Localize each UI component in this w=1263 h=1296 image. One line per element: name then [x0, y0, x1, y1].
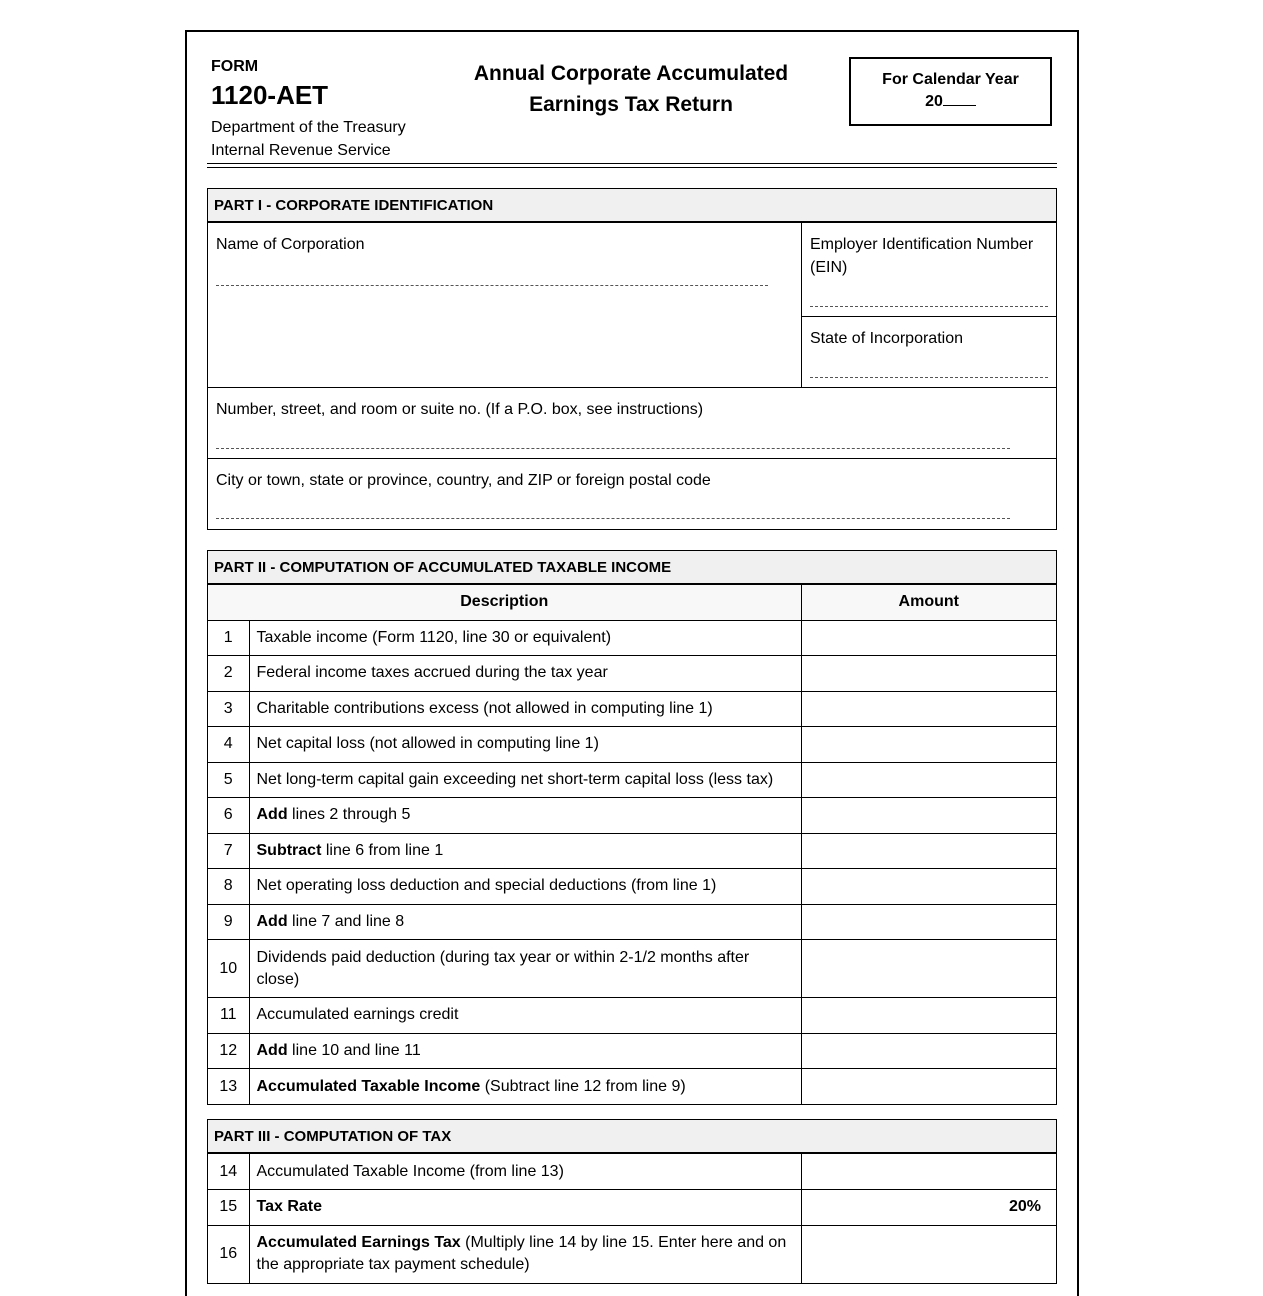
line-number: 12 [208, 1033, 249, 1069]
line-amount-field[interactable] [801, 727, 1056, 763]
line-amount-field[interactable] [801, 762, 1056, 798]
calendar-year-prefix: 20 [925, 93, 943, 110]
line-number: 15 [208, 1190, 249, 1226]
corp-name-label: Name of Corporation [216, 236, 365, 253]
line-amount-field[interactable] [801, 1069, 1056, 1105]
part1-section [207, 188, 1057, 530]
line-row-15 [208, 1190, 1056, 1226]
line-description-emphasis: Add [256, 912, 288, 930]
street-field[interactable] [216, 448, 1010, 449]
line-description-emphasis: Subtract [256, 841, 322, 859]
line-description: Accumulated Earnings Tax (Multiply line 14 by line 15. Enter here and on the appropriate tax payment schedule) [249, 1225, 801, 1283]
dept-line-2: Internal Revenue Service [211, 142, 391, 159]
part2-section [207, 550, 1057, 1105]
line-number: 7 [208, 833, 249, 869]
line-amount-field[interactable] [801, 998, 1056, 1034]
line-description: Charitable contributions excess (not allowed in computing line 1) [249, 691, 801, 727]
line-row-11 [208, 998, 1056, 1034]
ein-label: Employer Identification Number (EIN) [810, 236, 1034, 276]
line-number: 3 [208, 691, 249, 727]
agency-name [211, 116, 406, 162]
header-rule [207, 163, 1057, 168]
calendar-year-input[interactable] [943, 92, 976, 106]
line-description: Dividends paid deduction (during tax year or within 2-1/2 months after close) [249, 940, 801, 998]
col-amount-header: Amount [801, 585, 1056, 620]
line-description [249, 1190, 801, 1226]
col-description-header: Description [208, 585, 801, 620]
part3-section [207, 1119, 1057, 1284]
street-label: Number, street, and room or suite no. (If a P.O. box, see instructions) [216, 401, 704, 418]
line-description: Subtract line 6 from line 1 [249, 833, 801, 869]
line-amount-field[interactable] [801, 904, 1056, 940]
line-row-1 [208, 620, 1056, 656]
line-amount-field[interactable] [801, 656, 1056, 692]
line-number: 1 [208, 620, 249, 656]
line-description: Net operating loss deduction and special deductions (from line 1) [249, 869, 801, 905]
form-title [430, 58, 832, 120]
state-field[interactable] [810, 377, 1048, 378]
line-description: Accumulated earnings credit [249, 998, 801, 1034]
line-amount-field[interactable] [801, 833, 1056, 869]
line-description: Accumulated Taxable Income (from line 13) [249, 1154, 801, 1190]
line-row-12 [208, 1033, 1056, 1069]
line-description: Net long-term capital gain exceeding net short-term capital loss (less tax) [249, 762, 801, 798]
line-description: Add line 10 and line 11 [249, 1033, 801, 1069]
line-amount-field[interactable] [801, 620, 1056, 656]
street-row [208, 388, 1056, 459]
line-number: 9 [208, 904, 249, 940]
line-description-emphasis: Add [256, 806, 288, 824]
corp-name-cell [208, 223, 802, 388]
line-number: 6 [208, 798, 249, 834]
ein-field[interactable] [810, 306, 1048, 307]
line-row-10 [208, 940, 1056, 998]
state-label: State of Incorporation [810, 330, 963, 347]
line-row-2 [208, 656, 1056, 692]
title-line-2: Earnings Tax Return [529, 93, 733, 116]
line-description: Taxable income (Form 1120, line 30 or equivalent) [249, 620, 801, 656]
form-label: FORM [211, 58, 259, 75]
dept-line-1: Department of the Treasury [211, 119, 406, 136]
calendar-year-label: For Calendar Year [882, 71, 1019, 88]
state-cell [802, 317, 1056, 388]
line-description: Federal income taxes accrued during the tax year [249, 656, 801, 692]
line-amount-field[interactable] [801, 940, 1056, 998]
city-row [208, 459, 1056, 529]
line-row-4 [208, 727, 1056, 763]
line-amount-field[interactable] [801, 1154, 1056, 1190]
line-row-3 [208, 691, 1056, 727]
part1-top-row [208, 223, 1056, 388]
line-row-7 [208, 833, 1056, 869]
line-number: 4 [208, 727, 249, 763]
line-amount-field: 20% [801, 1190, 1056, 1226]
title-line-1: Annual Corporate Accumulated [473, 62, 789, 85]
form-number: 1120-AET [211, 80, 329, 110]
line-amount-field[interactable] [801, 691, 1056, 727]
part2-heading: PART II - COMPUTATION OF ACCUMULATED TAXABLE INCOME [208, 551, 1056, 585]
part1-heading: PART I - CORPORATE IDENTIFICATION [208, 189, 1056, 223]
city-field[interactable] [216, 518, 1010, 519]
line-description-emphasis: Accumulated Taxable Income [256, 1077, 481, 1095]
part3-table [208, 1154, 1056, 1283]
calendar-year-box [849, 57, 1052, 126]
line-row-16 [208, 1225, 1056, 1283]
line-row-6 [208, 798, 1056, 834]
city-label: City or town, state or province, country, and ZIP or foreign postal code [216, 472, 711, 489]
line-number: 16 [208, 1225, 249, 1283]
line-number: 2 [208, 656, 249, 692]
line-description: Net capital loss (not allowed in computing line 1) [249, 727, 801, 763]
line-number: 5 [208, 762, 249, 798]
line-number: 13 [208, 1069, 249, 1105]
line-number: 11 [208, 998, 249, 1034]
line-amount-field[interactable] [801, 1225, 1056, 1283]
part2-table [208, 585, 1056, 1104]
line-row-9 [208, 904, 1056, 940]
ein-cell [802, 223, 1056, 317]
line-number: 14 [208, 1154, 249, 1190]
line-row-5 [208, 762, 1056, 798]
corp-name-field[interactable] [216, 285, 768, 286]
line-amount-field[interactable] [801, 1033, 1056, 1069]
line-row-8 [208, 869, 1056, 905]
part3-heading: PART III - COMPUTATION OF TAX [208, 1120, 1056, 1154]
line-description: Add line 7 and line 8 [249, 904, 801, 940]
line-description-emphasis: Tax Rate [256, 1198, 323, 1216]
line-number: 8 [208, 869, 249, 905]
line-description-emphasis: Accumulated Earnings Tax [256, 1234, 461, 1252]
line-row-14 [208, 1154, 1056, 1190]
line-description-emphasis: Add [256, 1041, 288, 1059]
line-amount-field[interactable] [801, 869, 1056, 905]
line-amount-field[interactable] [801, 798, 1056, 834]
line-number: 10 [208, 940, 249, 998]
line-description: Accumulated Taxable Income (Subtract line 12 from line 9) [249, 1069, 801, 1105]
line-row-13 [208, 1069, 1056, 1105]
line-description: Add lines 2 through 5 [249, 798, 801, 834]
